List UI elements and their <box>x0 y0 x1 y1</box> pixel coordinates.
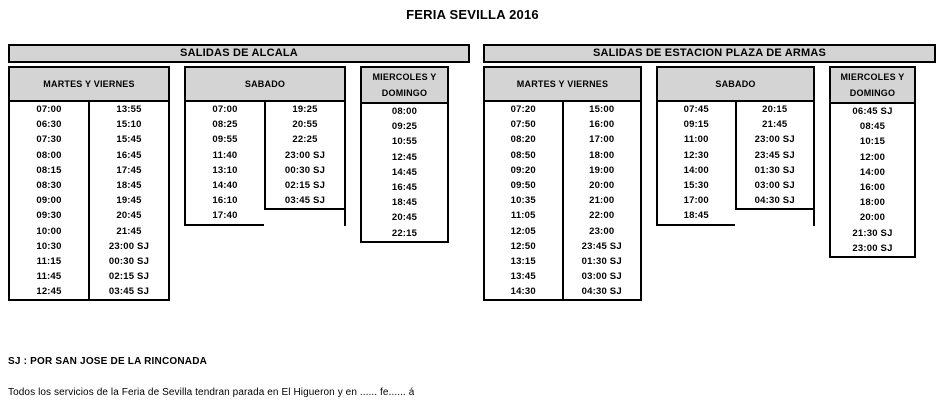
departure-time-cell: 10:00 <box>36 225 62 237</box>
departure-time-cell: 09:00 <box>36 195 62 207</box>
departure-time-cell: 21:45 <box>762 119 788 131</box>
day-group-header <box>186 68 344 102</box>
time-column <box>831 104 914 258</box>
departure-time-cell: 13:55 <box>116 104 142 115</box>
departure-time-cell: 17:00 <box>683 195 709 207</box>
departure-time-cell: 04:30 SJ <box>581 286 622 298</box>
departure-time-cell: 19:25 <box>292 104 318 115</box>
departure-time-cell: 18:45 <box>116 179 142 191</box>
departure-time-cell: 11:05 <box>510 210 536 222</box>
departure-time-cell: 12:45 <box>391 151 418 163</box>
departure-time-cell: 18:45 <box>391 197 418 209</box>
departure-time-cell: 08:00 <box>36 149 62 161</box>
departure-time-cell: 00:30 SJ <box>284 164 326 176</box>
time-columns <box>362 104 447 243</box>
day-group-header-line: SABADO <box>715 79 756 89</box>
departure-time-cell: 07:50 <box>510 119 536 131</box>
page-title: FERIA SEVILLA 2016 <box>406 7 539 22</box>
day-group-miercoles-domingo <box>829 66 916 258</box>
time-column <box>10 102 88 301</box>
departure-time-cell: 15:45 <box>116 134 142 146</box>
departure-time-cell: 16:45 <box>116 149 142 161</box>
departure-time-cell: 22:00 <box>589 210 615 222</box>
time-column <box>485 102 562 301</box>
departure-time-cell: 01:30 SJ <box>754 164 795 176</box>
departure-time-cell: 08:30 <box>36 179 62 191</box>
time-columns <box>186 102 344 226</box>
departure-time-cell: 20:15 <box>762 104 788 115</box>
departure-time-cell: 15:10 <box>116 119 142 131</box>
departure-time-cell: 06:45 SJ <box>852 106 893 117</box>
departure-time-cell: 21:30 SJ <box>852 227 893 239</box>
clipped-footer-note: Todos los servicios de la Feria de Sevilla tendran parada en El Higueron y en ...... fe...... á <box>8 387 415 398</box>
sj-legend-note: SJ : POR SAN JOSE DE LA RINCONADA <box>8 356 208 367</box>
departure-time-cell: 23:00 SJ <box>852 242 893 254</box>
departure-time-cell: 14:45 <box>391 166 418 178</box>
departure-time-cell: 11:45 <box>36 271 62 283</box>
departure-time-cell: 10:35 <box>510 195 536 207</box>
departure-time-cell: 14:00 <box>859 166 886 178</box>
timetable-plaza-de-armas <box>483 44 936 301</box>
departure-time-cell: 02:15 SJ <box>284 179 326 191</box>
departure-time-cell: 08:25 <box>212 119 238 131</box>
departure-time-cell: 17:40 <box>212 210 238 222</box>
departure-time-cell: 20:45 <box>391 212 418 224</box>
table-title: SALIDAS DE ESTACION PLAZA DE ARMAS <box>483 44 936 63</box>
day-group-header-line: MARTES Y VIERNES <box>516 79 609 89</box>
day-group-header-line: MARTES Y VIERNES <box>43 79 135 89</box>
departure-time-cell: 09:15 <box>683 119 709 131</box>
day-group-header <box>658 68 813 102</box>
departure-time-cell: 12:50 <box>510 240 536 252</box>
time-column <box>88 102 168 301</box>
departure-time-cell: 23:45 SJ <box>581 240 622 252</box>
departure-time-cell: 01:30 SJ <box>581 255 622 267</box>
column-spacer <box>346 66 360 301</box>
departure-time-cell: 16:45 <box>391 181 418 193</box>
departure-time-cell: 06:30 <box>36 119 62 131</box>
day-group-header <box>10 68 168 102</box>
time-column <box>264 102 344 210</box>
day-group-header-line: MIERCOLES Y <box>840 72 905 82</box>
departure-time-cell: 16:00 <box>859 181 886 193</box>
departure-time-cell: 13:10 <box>212 164 238 176</box>
departure-time-cell: 11:15 <box>36 255 62 267</box>
departure-time-cell: 04:30 SJ <box>754 195 795 207</box>
departure-time-cell: 08:45 <box>859 121 886 133</box>
day-group-sabado <box>656 66 815 226</box>
day-group-sabado <box>184 66 346 226</box>
departure-time-cell: 09:55 <box>212 134 238 146</box>
departure-time-cell: 07:45 <box>683 104 709 115</box>
day-group-header-line: MIERCOLES Y <box>372 72 437 82</box>
departure-time-cell: 16:00 <box>589 119 615 131</box>
departure-time-cell: 09:25 <box>391 121 418 133</box>
departure-time-cell: 12:05 <box>510 225 536 237</box>
departure-time-cell: 03:45 SJ <box>284 195 326 207</box>
departure-time-cell: 11:00 <box>683 134 709 146</box>
departure-time-cell: 15:30 <box>683 179 709 191</box>
time-columns <box>10 102 168 301</box>
departure-time-cell: 17:00 <box>589 134 615 146</box>
departure-time-cell: 14:40 <box>212 179 238 191</box>
time-columns <box>658 102 813 226</box>
timetable-alcala <box>8 44 470 301</box>
day-group-header <box>485 68 640 102</box>
departure-time-cell: 08:20 <box>510 134 536 146</box>
departure-time-cell: 23:00 SJ <box>108 240 150 252</box>
day-group-row <box>483 66 936 301</box>
departure-time-cell: 03:45 SJ <box>108 286 150 298</box>
departure-time-cell: 12:30 <box>683 149 709 161</box>
departure-time-cell: 22:15 <box>391 227 418 239</box>
column-spacer <box>642 66 656 301</box>
departure-time-cell: 08:00 <box>391 106 418 117</box>
departure-time-cell: 20:00 <box>859 212 886 224</box>
departure-time-cell: 17:45 <box>116 164 142 176</box>
departure-time-cell: 20:45 <box>116 210 142 222</box>
departure-time-cell: 14:30 <box>510 286 536 298</box>
time-column <box>362 104 447 243</box>
departure-time-cell: 23:00 <box>589 225 615 237</box>
departure-time-cell: 23:00 SJ <box>284 149 326 161</box>
departure-time-cell: 09:30 <box>36 210 62 222</box>
time-column <box>658 102 735 226</box>
time-columns <box>485 102 640 301</box>
departure-time-cell: 14:00 <box>683 164 709 176</box>
time-columns <box>831 104 914 258</box>
table-title: SALIDAS DE ALCALA <box>8 44 470 63</box>
time-column <box>735 102 814 210</box>
time-column <box>186 102 264 226</box>
departure-time-cell: 09:50 <box>510 179 536 191</box>
day-group-header-line: DOMINGO <box>381 88 428 98</box>
departure-time-cell: 10:30 <box>36 240 62 252</box>
departure-time-cell: 16:10 <box>212 195 238 207</box>
departure-time-cell: 13:15 <box>510 255 536 267</box>
departure-time-cell: 21:00 <box>589 195 615 207</box>
departure-time-cell: 21:45 <box>116 225 142 237</box>
departure-time-cell: 22:25 <box>292 134 318 146</box>
departure-time-cell: 20:55 <box>292 119 318 131</box>
day-group-row <box>8 66 470 301</box>
departure-time-cell: 08:15 <box>36 164 62 176</box>
departure-time-cell: 19:45 <box>116 195 142 207</box>
departure-time-cell: 03:00 SJ <box>581 271 622 283</box>
departure-time-cell: 09:20 <box>510 164 536 176</box>
day-group-martes-viernes <box>8 66 170 301</box>
departure-time-cell: 11:40 <box>212 149 238 161</box>
time-column <box>562 102 641 301</box>
departure-time-cell: 18:45 <box>683 210 709 222</box>
departure-time-cell: 18:00 <box>859 197 886 209</box>
day-group-header <box>362 68 447 104</box>
day-group-header <box>831 68 914 104</box>
departure-time-cell: 07:30 <box>36 134 62 146</box>
departure-time-cell: 07:20 <box>510 104 536 115</box>
departure-time-cell: 10:15 <box>859 136 886 148</box>
departure-time-cell: 23:45 SJ <box>754 149 795 161</box>
departure-time-cell: 12:45 <box>36 286 62 298</box>
departure-time-cell: 07:00 <box>36 104 62 115</box>
day-group-header-line: DOMINGO <box>849 88 896 98</box>
departure-time-cell: 03:00 SJ <box>754 179 795 191</box>
departure-time-cell: 12:00 <box>859 151 886 163</box>
column-spacer <box>170 66 184 301</box>
departure-time-cell: 02:15 SJ <box>108 271 150 283</box>
departure-time-cell: 08:50 <box>510 149 536 161</box>
departure-time-cell: 13:45 <box>510 271 536 283</box>
day-group-martes-viernes <box>483 66 642 301</box>
column-spacer <box>815 66 829 301</box>
departure-time-cell: 15:00 <box>589 104 615 115</box>
departure-time-cell: 00:30 SJ <box>108 255 150 267</box>
departure-time-cell: 19:00 <box>589 164 615 176</box>
departure-time-cell: 07:00 <box>212 104 238 115</box>
day-group-miercoles-domingo <box>360 66 449 243</box>
departure-time-cell: 10:55 <box>391 136 418 148</box>
day-group-header-line: SABADO <box>244 79 286 89</box>
departure-time-cell: 20:00 <box>589 179 615 191</box>
departure-time-cell: 18:00 <box>589 149 615 161</box>
departure-time-cell: 23:00 SJ <box>754 134 795 146</box>
